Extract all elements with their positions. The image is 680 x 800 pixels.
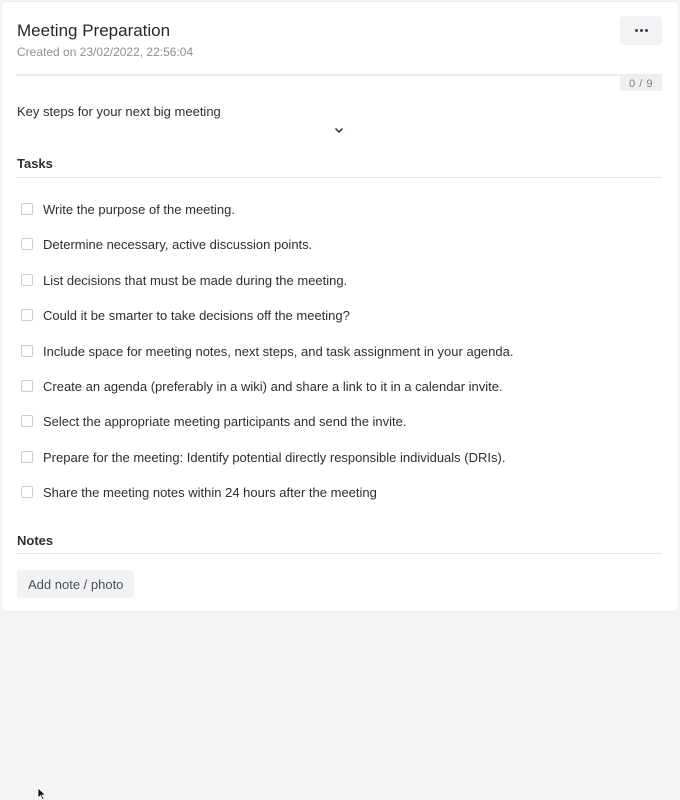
task-label: Determine necessary, active discussion points. — [43, 236, 313, 252]
progress-bar — [16, 74, 662, 76]
task-item[interactable] — [21, 447, 505, 467]
mouse-pointer-icon — [37, 788, 47, 800]
task-checkbox[interactable] — [21, 238, 33, 250]
task-checkbox[interactable] — [21, 203, 33, 215]
task-item[interactable] — [21, 199, 235, 219]
task-label: Select the appropriate meeting participants and send the invite. — [43, 413, 407, 429]
task-checkbox[interactable] — [21, 274, 33, 286]
task-checkbox[interactable] — [21, 309, 33, 321]
task-label: Include space for meeting notes, next steps, and task assignment in your agenda. — [43, 343, 514, 359]
task-item[interactable] — [21, 376, 503, 396]
created-timestamp: Created on 23/02/2022, 22:56:04 — [17, 45, 194, 59]
tasks-heading: Tasks — [17, 156, 53, 171]
task-label: Prepare for the meeting: Identify potential directly responsible individuals (DRIs). — [43, 449, 506, 465]
page-title: Meeting Preparation — [17, 21, 171, 40]
notes-divider — [16, 553, 662, 554]
task-checkbox[interactable] — [21, 451, 33, 463]
progress-count-badge: 0 / 9 — [620, 76, 662, 91]
task-item[interactable] — [21, 411, 407, 431]
task-label: Create an agenda (preferably in a wiki) and share a link to it in a calendar invite. — [43, 378, 503, 394]
add-note-button[interactable]: Add note / photo — [17, 570, 134, 598]
chevron-down-icon[interactable] — [333, 126, 345, 136]
more-horizontal-icon — [635, 29, 648, 32]
task-checkbox[interactable] — [21, 380, 33, 392]
task-item[interactable] — [21, 305, 350, 325]
checklist-description: Key steps for your next big meeting — [17, 104, 221, 119]
task-label: List decisions that must be made during the meeting. — [43, 272, 348, 288]
task-item[interactable] — [21, 270, 347, 290]
task-label: Could it be smarter to take decisions off the meeting? — [43, 307, 350, 323]
more-options-button[interactable] — [620, 16, 662, 45]
task-label: Write the purpose of the meeting. — [43, 201, 235, 217]
task-checkbox[interactable] — [21, 415, 33, 427]
task-item[interactable] — [21, 234, 312, 254]
task-checkbox[interactable] — [21, 486, 33, 498]
task-checkbox[interactable] — [21, 345, 33, 357]
task-item[interactable] — [21, 482, 377, 502]
tasks-divider — [16, 177, 662, 178]
notes-heading: Notes — [17, 533, 54, 548]
task-label: Share the meeting notes within 24 hours after the meeting — [43, 484, 377, 500]
task-item[interactable] — [21, 341, 513, 361]
checklist-card — [2, 2, 678, 611]
